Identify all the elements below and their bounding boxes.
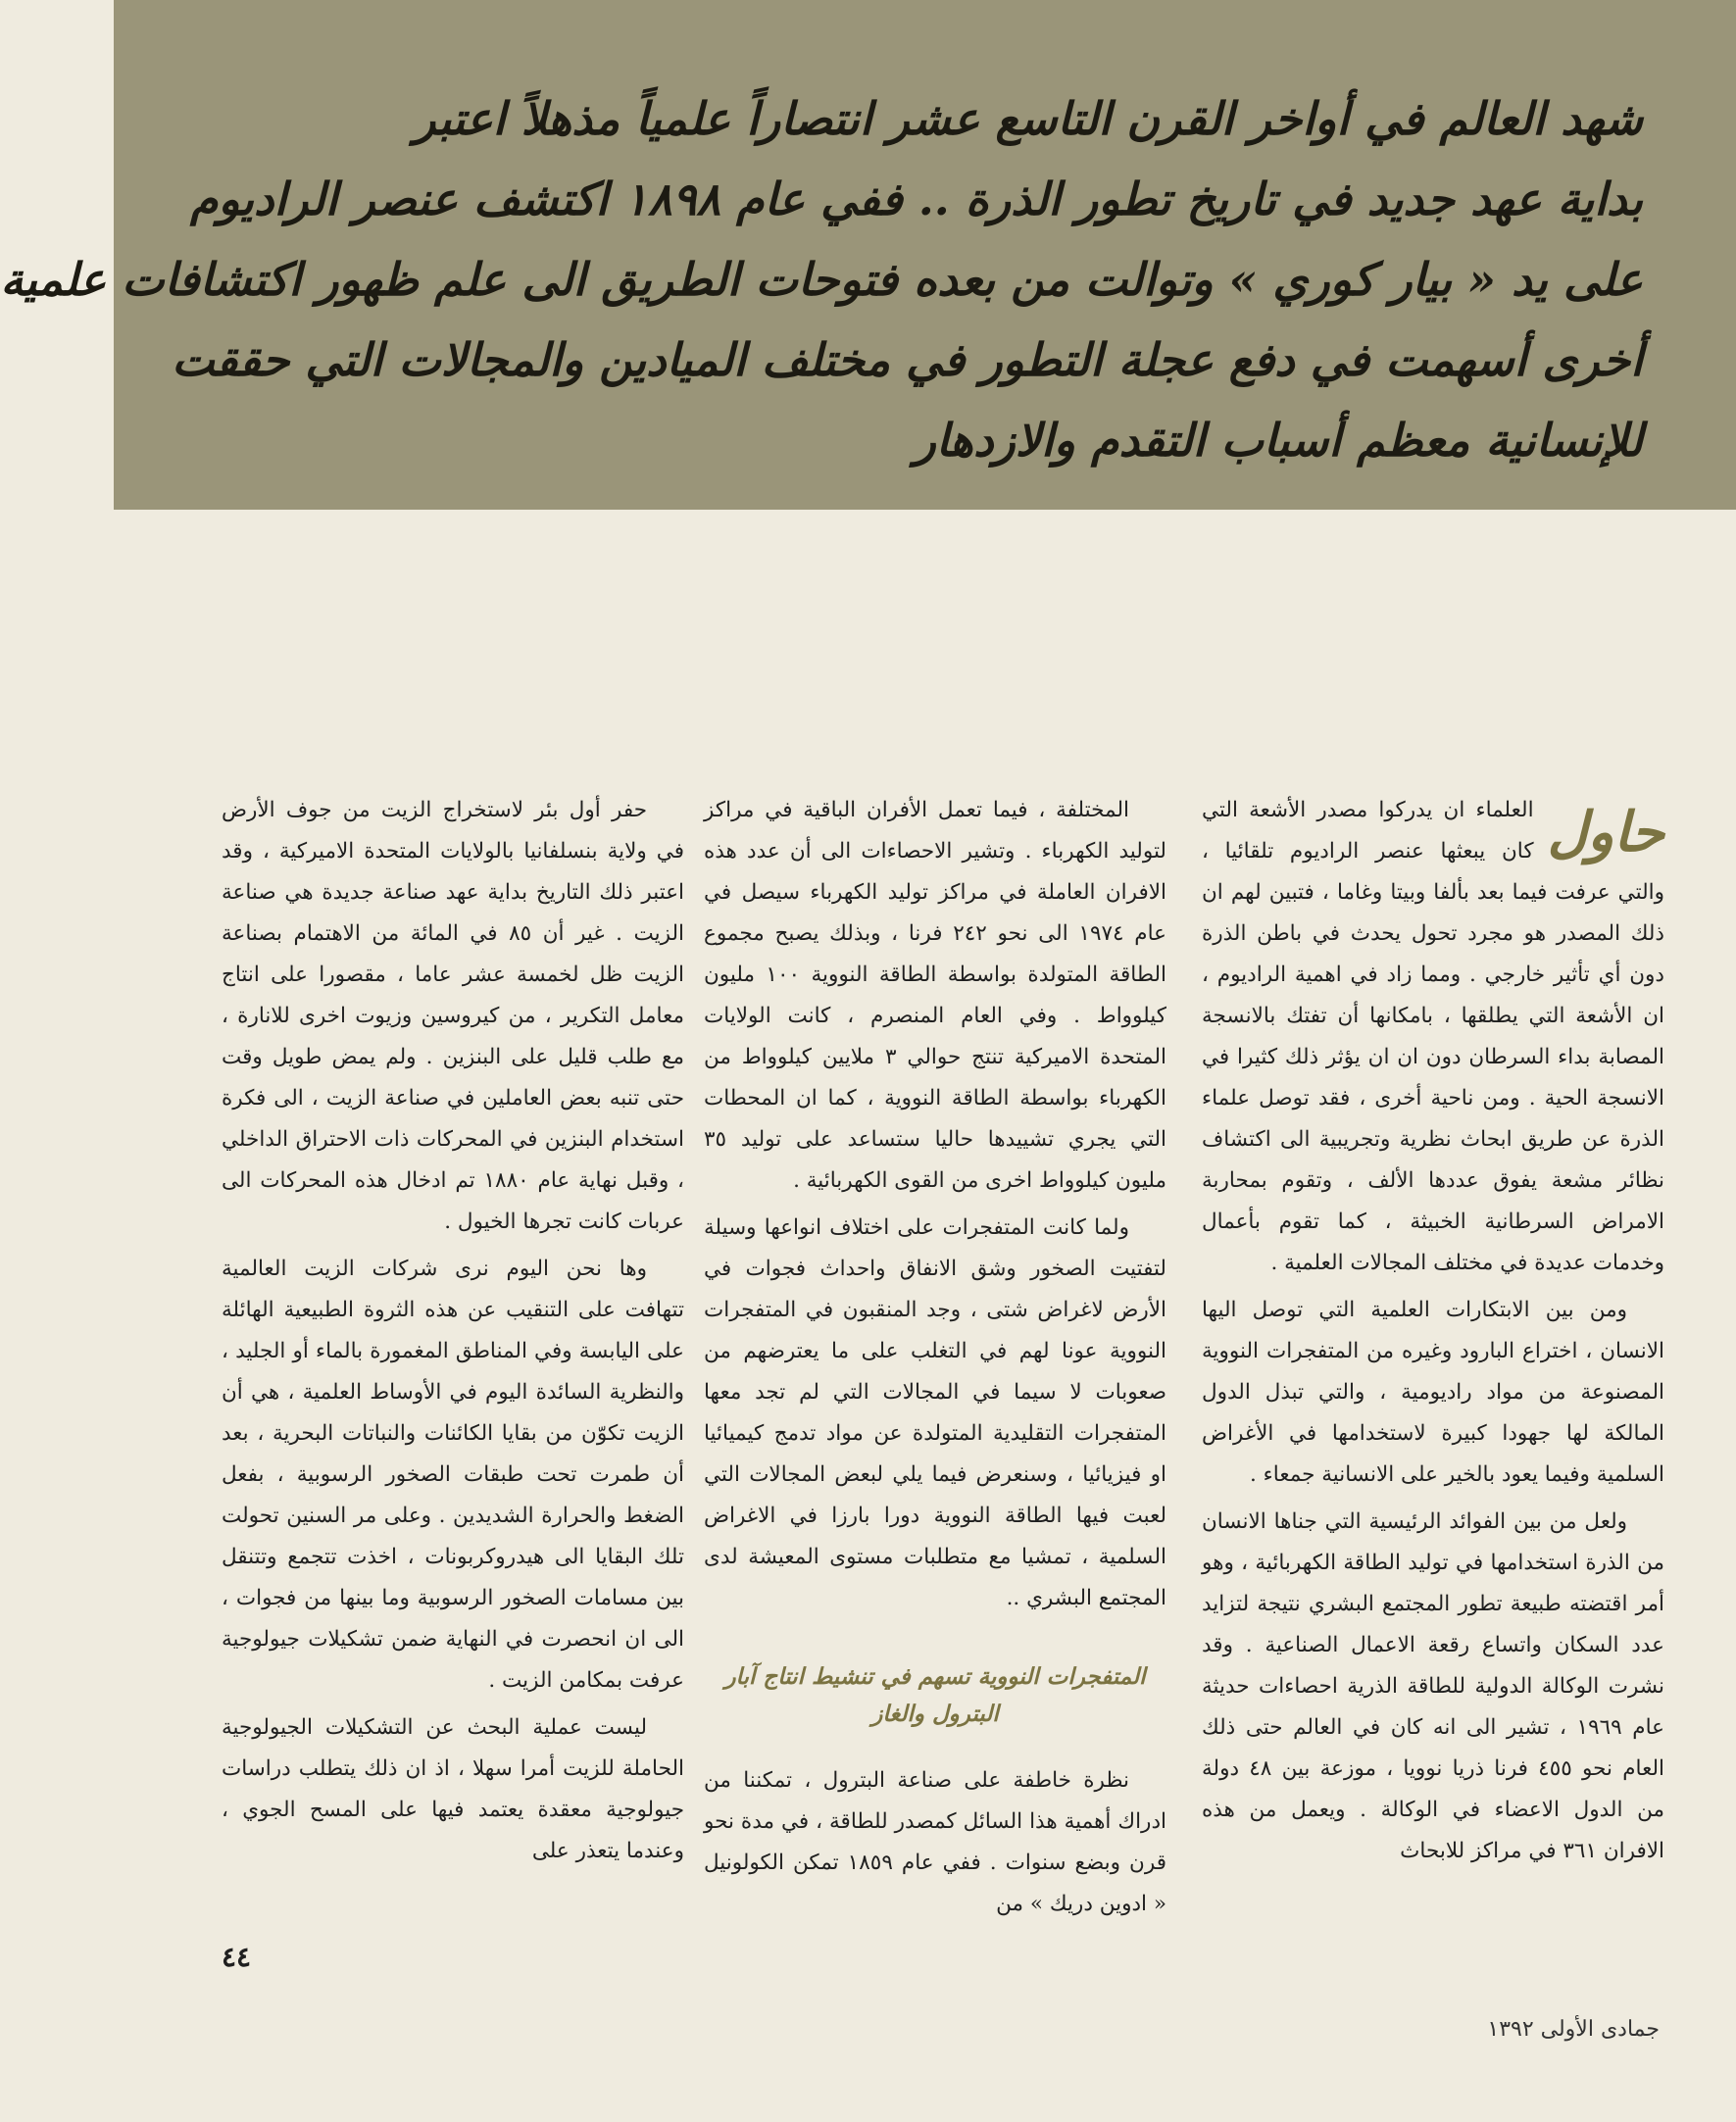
banner-line: أخرى أسهمت في دفع عجلة التطور في مختلف الميادين والمجالات التي حققت <box>172 333 1643 386</box>
paragraph: ولعل من بين الفوائد الرئيسية التي جناها الانسان من الذرة استخدامها في توليد الطاقة الكهربائية ، وهو أمر اقتضته طبيعة تطور المجتمع البشري نتيجة لتزايد عدد السكان واتساع رقعة الاعمال الصناعية . وقد نشرت الوكالة الدولية للطاقة الذرية احصاءات حديثة عام ١٩٦٩ ، تشير الى انه كان في العالم حتى ذلك العام نحو ٤٥٥ فرنا ذريا نوويا ، موزعة بين ٤٨ دولة من الدول الاعضاء في الوكالة . ويعمل من هذه الافران ٣٦١ في مراكز للابحاث <box>1202 1509 1664 1863</box>
paragraph: نظرة خاطفة على صناعة البترول ، تمكننا من ادراك أهمية هذا السائل كمصدر للطاقة ، في مدة نحو قرن وبضع سنوات . ففي عام ١٨٥٩ تمكن الكولونيل « ادوين دريك » من <box>704 1768 1166 1916</box>
article-column-right <box>1202 790 1664 1878</box>
paragraph: المختلفة ، فيما تعمل الأفران الباقية في مراكز لتوليد الكهرباء . وتشير الاحصاءات الى أن عدد هذه الافران العاملة في مراكز توليد الكهرباء سيصل في عام ١٩٧٤ الى نحو ٢٤٢ فرنا ، وبذلك يصبح مجموع الطاقة المتولدة بواسطة الطاقة النووية ١٠٠ مليون كيلوواط . وفي العام المنصرم ، كانت الولايات المتحدة الاميركية تنتج حوالي ٣ ملايين كيلوواط من الكهرباء بواسطة الطاقة النووية ، كما ان المحطات التي يجري تشييدها حاليا ستساعد على توليد ٣٥ مليون كيلوواط اخرى من القوى الكهربائية . <box>704 798 1166 1193</box>
lead-word: حاول <box>1547 800 1664 864</box>
banner-line: على يد « بيار كوري » وتوالت من بعده فتوحات الطريق الى علم ظهور اكتشافات علمية <box>0 253 1643 306</box>
paragraph: وها نحن اليوم نرى شركات الزيت العالمية تتهافت على التنقيب عن هذه الثروة الطبيعية الهائلة على اليابسة وفي المناطق المغمورة بالماء أو الجليد ، والنظرية السائدة اليوم في الأوساط العلمية ، هي أن الزيت تكوّن من بقايا الكائنات والنباتات البحرية ، بعد أن طمرت تحت طبقات الصخور الرسوبية ، بفعل الضغط والحرارة الشديدين . وعلى مر السنين تحولت تلك البقايا الى هيدروكربونات ، اخذت تتجمع وتتنقل بين مسامات الصخور الرسوبية وما بينها من فجوات ، الى ان انحصرت في النهاية ضمن تشكيلات جيولوجية عرفت بمكامن الزيت . <box>222 1257 684 1693</box>
page-number: ٤٤ <box>222 1941 252 1973</box>
banner-line: للإنسانية معظم أسباب التقدم والازدهار <box>914 414 1643 467</box>
paragraph: ليست عملية البحث عن التشكيلات الجيولوجية الحاملة للزيت أمرا سهلا ، اذ ان ذلك يتطلب دراسات جيولوجية معقدة يعتمد فيها على المسح الجوي ، وعندما يتعذر على <box>222 1715 684 1863</box>
banner-line: شهد العالم في أواخر القرن التاسع عشر انتصاراً علمياً مذهلاً اعتبر <box>414 92 1643 145</box>
issue-date: جمادى الأولى ١٣٩٢ <box>1487 2017 1660 2042</box>
article-column-left <box>222 790 684 1878</box>
paragraph: العلماء ان يدركوا مصدر الأشعة التي كان يبعثها عنصر الراديوم تلقائيا ، والتي عرفت فيما بعد بألفا وبيتا وغاما ، فتبين لهم ان ذلك المصدر هو مجرد تحول يحدث في باطن الذرة دون أي تأثير خارجي . ومما زاد في اهمية الراديوم ، ان الأشعة التي يطلقها ، بامكانها أن تفتك بالانسجة المصابة بداء السرطان دون ان ان يؤثر ذلك كثيرا في الانسجة الحية . ومن ناحية أخرى ، فقد توصل علماء الذرة عن طريق ابحاث نظرية وتجريبية الى اكتشاف نظائر مشعة يفوق عددها الألف ، وتقوم بمحاربة الامراض السرطانية الخبيثة ، كما تقوم بأعمال وخدمات عديدة في مختلف المجالات العلمية . <box>1202 798 1664 1275</box>
section-subheading: المتفجرات النووية تسهم في تنشيط انتاج آبار البترول والغاز <box>724 1663 1146 1727</box>
title-banner <box>0 0 1736 510</box>
paragraph: ولما كانت المتفجرات على اختلاف انواعها وسيلة لتفتيت الصخور وشق الانفاق واحداث فجوات في الأرض لاغراض شتى ، وجد المنقبون في المتفجرات النووية عونا لهم في التغلب على ما يعترضهم من صعوبات لا سيما في المجالات التي لم تجد معها المتفجرات التقليدية المتولدة عن مواد تدمج كيميائيا او فيزيائيا ، وسنعرض فيما يلي لبعض المجالات التي لعبت فيها الطاقة النووية دورا بارزا في الاغراض السلمية ، تمشيا مع متطلبات مستوى المعيشة لدى المجتمع البشري .. <box>704 1215 1166 1610</box>
article-column-middle <box>704 790 1166 1931</box>
banner-line: بداية عهد جديد في تاريخ تطور الذرة .. ففي عام ١٨٩٨ اكتشف عنصر الراديوم <box>189 173 1643 225</box>
paragraph: حفر أول بئر لاستخراج الزيت من جوف الأرض في ولاية بنسلفانيا بالولايات المتحدة الاميركية ، وقد اعتبر ذلك التاريخ بداية عهد صناعة جديدة هي صناعة الزيت . غير أن ٨٥ في المائة من الاهتمام بصناعة الزيت ظل لخمسة عشر عاما ، مقصورا على انتاج معامل التكرير ، من كيروسين وزيوت اخرى للانارة ، مع طلب قليل على البنزين . ولم يمض طويل وقت حتى تنبه بعض العاملين في صناعة الزيت ، الى فكرة استخدام البنزين في المحركات ذات الاحتراق الداخلي ، وقبل نهاية عام ١٨٨٠ تم ادخال هذه المحركات الى عربات كانت تجرها الخيول . <box>222 798 684 1234</box>
paragraph: ومن بين الابتكارات العلمية التي توصل اليها الانسان ، اختراع البارود وغيره من المتفجرات النووية المصنوعة من مواد راديومية ، والتي تبذل الدول المالكة لها جهودا كبيرة لاستخدامها في الأغراض السلمية وفيما يعود بالخير على الانسانية جمعاء . <box>1202 1298 1664 1487</box>
